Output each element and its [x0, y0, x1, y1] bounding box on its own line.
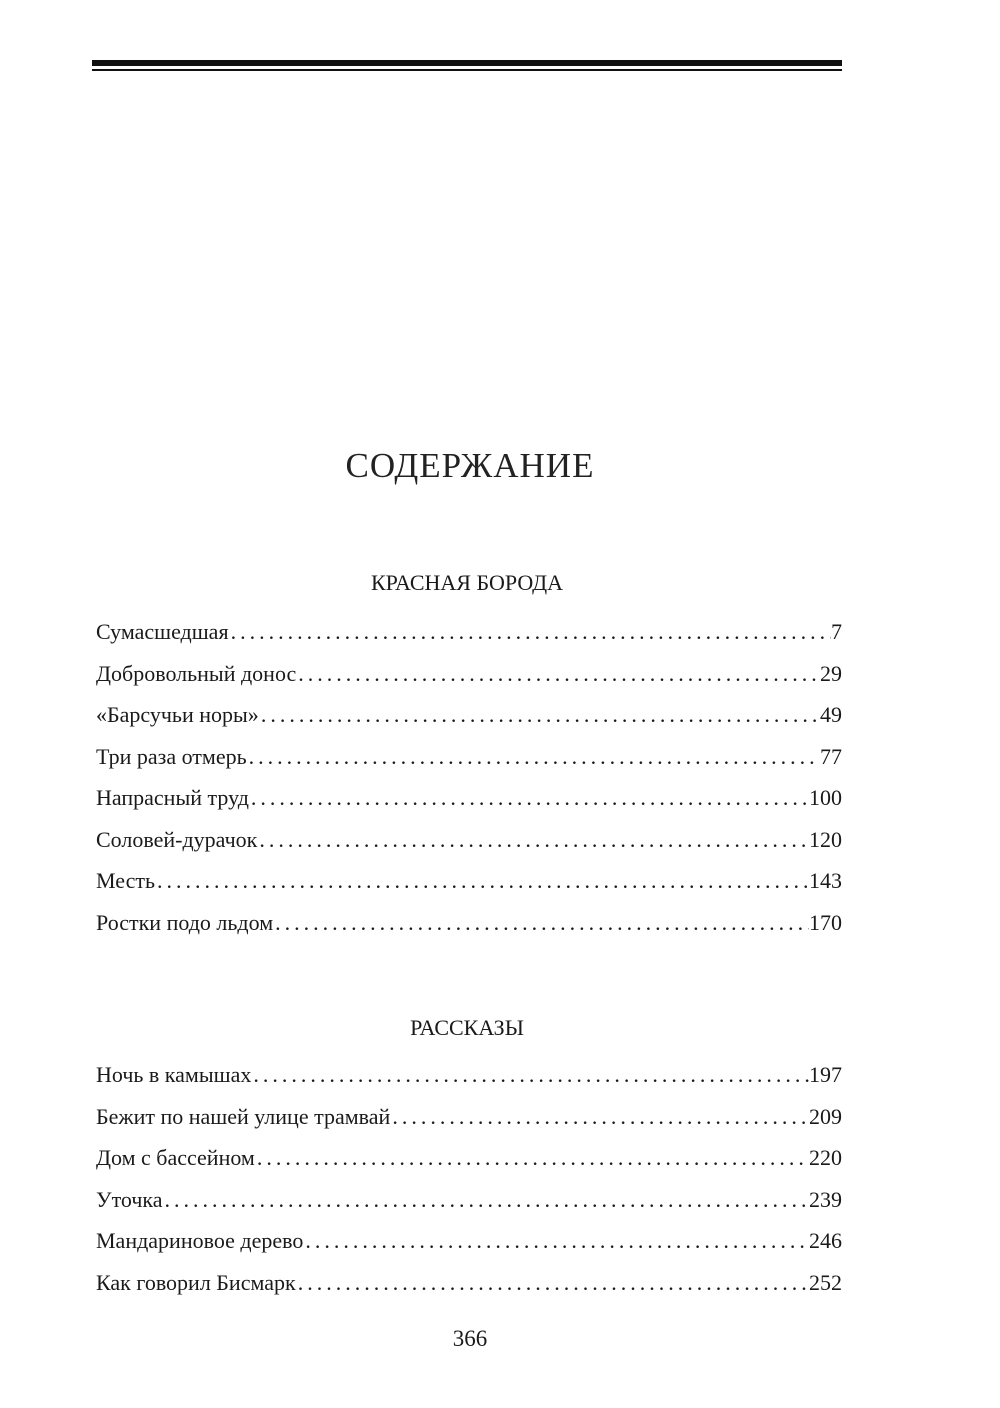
toc-entry-title: Добровольный донос	[96, 660, 297, 686]
toc-entry-page: 239	[809, 1186, 842, 1212]
toc-entry[interactable]	[96, 1179, 842, 1221]
toc-entry-title: Дом с бассейном	[96, 1145, 255, 1170]
dot-leader	[229, 611, 831, 653]
toc-entry-title: Мандариновое дерево	[96, 1228, 304, 1253]
page-title: СОДЕРЖАНИЕ	[345, 446, 595, 485]
toc-entry-title: Как говорил Бисмарк	[96, 1269, 296, 1295]
dot-leader	[296, 653, 820, 695]
toc-entry[interactable]	[96, 902, 842, 944]
toc-entry[interactable]	[96, 777, 842, 819]
toc-entry-page: 120	[809, 826, 842, 852]
toc-entry-page: 49	[820, 702, 842, 727]
dot-leader	[257, 819, 809, 861]
toc-entry[interactable]	[96, 1262, 842, 1304]
toc-entry[interactable]	[96, 1054, 842, 1096]
toc-entry-page: 252	[809, 1269, 842, 1295]
toc-entry[interactable]	[96, 819, 842, 861]
toc-entry[interactable]	[96, 694, 842, 736]
toc-entry[interactable]	[96, 653, 842, 695]
dot-leader	[303, 1220, 809, 1262]
dot-leader	[296, 1262, 809, 1304]
toc-entry-title: Уточка	[96, 1186, 163, 1212]
page-number: 366	[452, 1326, 488, 1351]
toc-entry[interactable]	[96, 1137, 842, 1179]
toc-entry[interactable]	[96, 611, 842, 653]
toc-list-section-2	[96, 1054, 842, 1303]
section-heading-krasnaya-boroda: КРАСНАЯ БОРОДА	[370, 570, 564, 595]
toc-entry-title: Месть	[96, 868, 155, 893]
toc-list-section-1	[96, 611, 842, 943]
toc-entry[interactable]	[96, 860, 842, 902]
toc-entry-title: Бежит по нашей улице трамвай	[96, 1103, 391, 1129]
dot-leader	[259, 694, 820, 736]
toc-entry-page: 209	[809, 1103, 842, 1129]
toc-entry-title: Ростки подо льдом	[96, 909, 274, 935]
toc-entry-page: 100	[809, 785, 842, 810]
header-rule-thin	[92, 69, 842, 71]
dot-leader	[163, 1179, 809, 1221]
toc-entry-title: Ночь в камышах	[96, 1062, 252, 1087]
toc-entry[interactable]	[96, 736, 842, 778]
toc-entry-page: 246	[809, 1228, 842, 1253]
dot-leader	[273, 902, 809, 944]
toc-entry-title: Соловей-дурачок	[96, 826, 258, 852]
header-rule-thick	[92, 60, 842, 66]
dot-leader	[247, 736, 820, 778]
toc-entry-page: 7	[831, 619, 842, 644]
toc-entry-page: 197	[809, 1062, 842, 1087]
toc-entry-title: Три раза отмерь	[96, 743, 247, 769]
dot-leader	[155, 860, 809, 902]
toc-entry[interactable]	[96, 1096, 842, 1138]
toc-entry[interactable]	[96, 1220, 842, 1262]
toc-entry-title: «Барсучьи норы»	[96, 702, 259, 727]
toc-entry-page: 29	[820, 660, 842, 686]
section-heading-rasskazy: РАССКАЗЫ	[410, 1015, 524, 1040]
toc-entry-page: 170	[809, 909, 842, 935]
toc-entry-page: 143	[809, 868, 842, 893]
dot-leader	[251, 1054, 809, 1096]
toc-entry-page: 220	[809, 1145, 842, 1170]
dot-leader	[249, 777, 809, 819]
dot-leader	[390, 1096, 809, 1138]
toc-entry-title: Напрасный труд	[96, 785, 249, 810]
toc-entry-page: 77	[820, 743, 842, 769]
dot-leader	[255, 1137, 809, 1179]
toc-entry-title: Сумасшедшая	[96, 619, 229, 644]
